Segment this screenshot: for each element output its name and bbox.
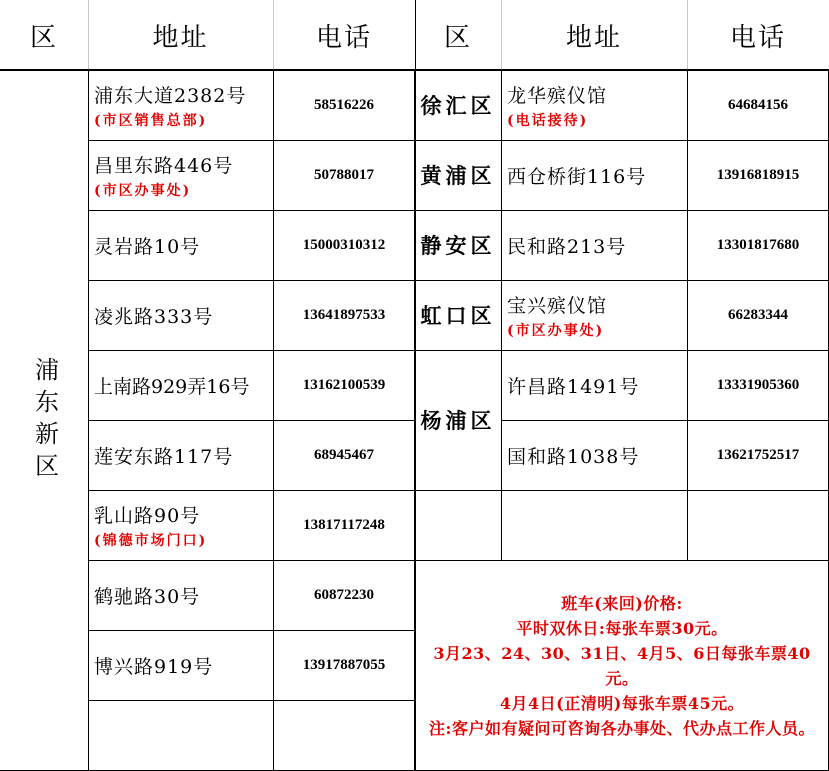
notice-line-1: 班车(来回)价格:: [561, 593, 683, 613]
grid-line: [88, 630, 415, 631]
grid-line: [88, 140, 415, 141]
notice-line-2: 平时双休日:每张车票30元。: [516, 618, 728, 638]
grid-line: [88, 490, 415, 491]
yangpu-row-1-address: [501, 350, 687, 420]
grid-line: [88, 280, 415, 281]
address-text: 许昌路1491号: [507, 375, 640, 398]
district-pudong-label: 浦东新区: [30, 356, 59, 485]
address-text: 上南路929弄16号: [94, 375, 250, 398]
pudong-row-9-phone: 13917887055: [302, 656, 386, 673]
address-text: 昌里东路446号: [94, 154, 234, 177]
notice-line-3: 3月23、24、30、31日、4月5、6日每张车票40元。: [433, 643, 811, 688]
grid-line: [501, 0, 502, 70]
grid-line: [501, 420, 829, 421]
pudong-row-6-phone: 68945467: [314, 446, 374, 463]
address-text: 莲安东路117号: [94, 445, 234, 468]
address-note: (市区办事处): [507, 322, 605, 339]
address-note: (市区销售总部): [94, 112, 208, 129]
header-address-2: 地址: [565, 22, 622, 53]
address-note: (锦德市场门口): [94, 532, 208, 549]
pudong-row-4-address: [88, 280, 273, 350]
grid-line: [415, 350, 829, 351]
address-text: 民和路213号: [507, 235, 627, 258]
grid-line: [415, 280, 829, 281]
pudong-row-4-phone: 13641897533: [302, 306, 386, 323]
header-district: 区: [29, 22, 58, 53]
grid-line: [88, 210, 415, 211]
hongkou-address: [501, 280, 687, 350]
grid-line: [88, 560, 415, 561]
jingan-address: [501, 210, 687, 280]
grid-line: [687, 0, 688, 70]
grid-line: [88, 0, 89, 70]
huangpu-address: [501, 140, 687, 210]
hongkou-phone: 66283344: [728, 306, 788, 323]
yangpu-row-2-phone: 13621752517: [716, 446, 800, 463]
district-pudong: [0, 70, 88, 771]
bus-price-notice: [415, 560, 829, 771]
header-phone: 电话: [315, 22, 372, 53]
xuhui-address: [501, 70, 687, 140]
address-text: 乳山路90号: [94, 504, 201, 527]
address-text: 鹤驰路30号: [94, 585, 201, 608]
district-hongkou: 虹口区: [420, 303, 496, 328]
notice-line-4: 4月4日(正清明)每张车票45元。: [499, 693, 745, 713]
address-text: 国和路1038号: [507, 445, 640, 468]
address-text: 灵岩路10号: [94, 235, 201, 258]
pudong-empty-phone: [273, 700, 415, 771]
yangpu-row-1-phone: 13331905360: [716, 376, 800, 393]
address-text: 龙华殡仪馆: [507, 84, 608, 107]
header-phone-2: 电话: [729, 22, 786, 53]
pudong-row-7-phone: 13817117248: [303, 516, 385, 533]
address-note: (市区办事处): [94, 182, 192, 199]
pudong-row-1-phone: 58516226: [314, 96, 374, 113]
pudong-row-3-phone: 15000310312: [302, 236, 386, 253]
yangpu-row-2-address: [501, 420, 687, 490]
pudong-empty-address: [88, 700, 273, 771]
pudong-row-8-address: [88, 560, 273, 630]
grid-line: [273, 0, 274, 70]
grid-line: [501, 70, 502, 560]
header-address: 地址: [152, 22, 209, 53]
jingan-phone: 13301817680: [716, 236, 800, 253]
pudong-row-9-address: [88, 630, 273, 700]
huangpu-phone: 13916818915: [716, 166, 800, 183]
pudong-row-5-phone: 13162100539: [302, 376, 386, 393]
grid-line: [415, 490, 829, 491]
grid-line: [88, 420, 415, 421]
pudong-row-3-address: [88, 210, 273, 280]
header-district-2: 区: [443, 22, 472, 53]
pudong-row-2-address: [88, 140, 273, 210]
pudong-row-8-phone: 60872230: [314, 586, 374, 603]
grid-line: [415, 210, 829, 211]
address-text: 西仓桥街116号: [507, 165, 647, 188]
address-text: 宝兴殡仪馆: [507, 294, 608, 317]
district-xuhui: 徐汇区: [420, 93, 496, 118]
notice-line-5: 注:客户如有疑问可咨询各办事处、代办点工作人员。: [429, 718, 815, 738]
address-text: 浦东大道2382号: [94, 84, 247, 107]
pudong-row-2-phone: 50788017: [314, 166, 374, 183]
address-text: 博兴路919号: [94, 655, 214, 678]
district-yangpu: 杨浦区: [420, 408, 496, 433]
xuhui-phone: 64684156: [728, 96, 788, 113]
grid-line: [88, 350, 415, 351]
grid-line: [687, 70, 688, 560]
pudong-row-7-address: [88, 490, 273, 560]
district-huangpu: 黄浦区: [420, 163, 496, 188]
address-note: (电话接待): [507, 112, 589, 129]
pudong-row-1-address: [88, 70, 273, 140]
grid-line: [88, 700, 415, 701]
grid-line: [415, 0, 416, 70]
grid-line: [415, 560, 829, 561]
grid-line: [415, 140, 829, 141]
address-text: 凌兆路333号: [94, 305, 214, 328]
pudong-row-6-address: [88, 420, 273, 490]
district-jingan: 静安区: [420, 233, 496, 258]
pudong-row-5-address: [88, 350, 273, 420]
